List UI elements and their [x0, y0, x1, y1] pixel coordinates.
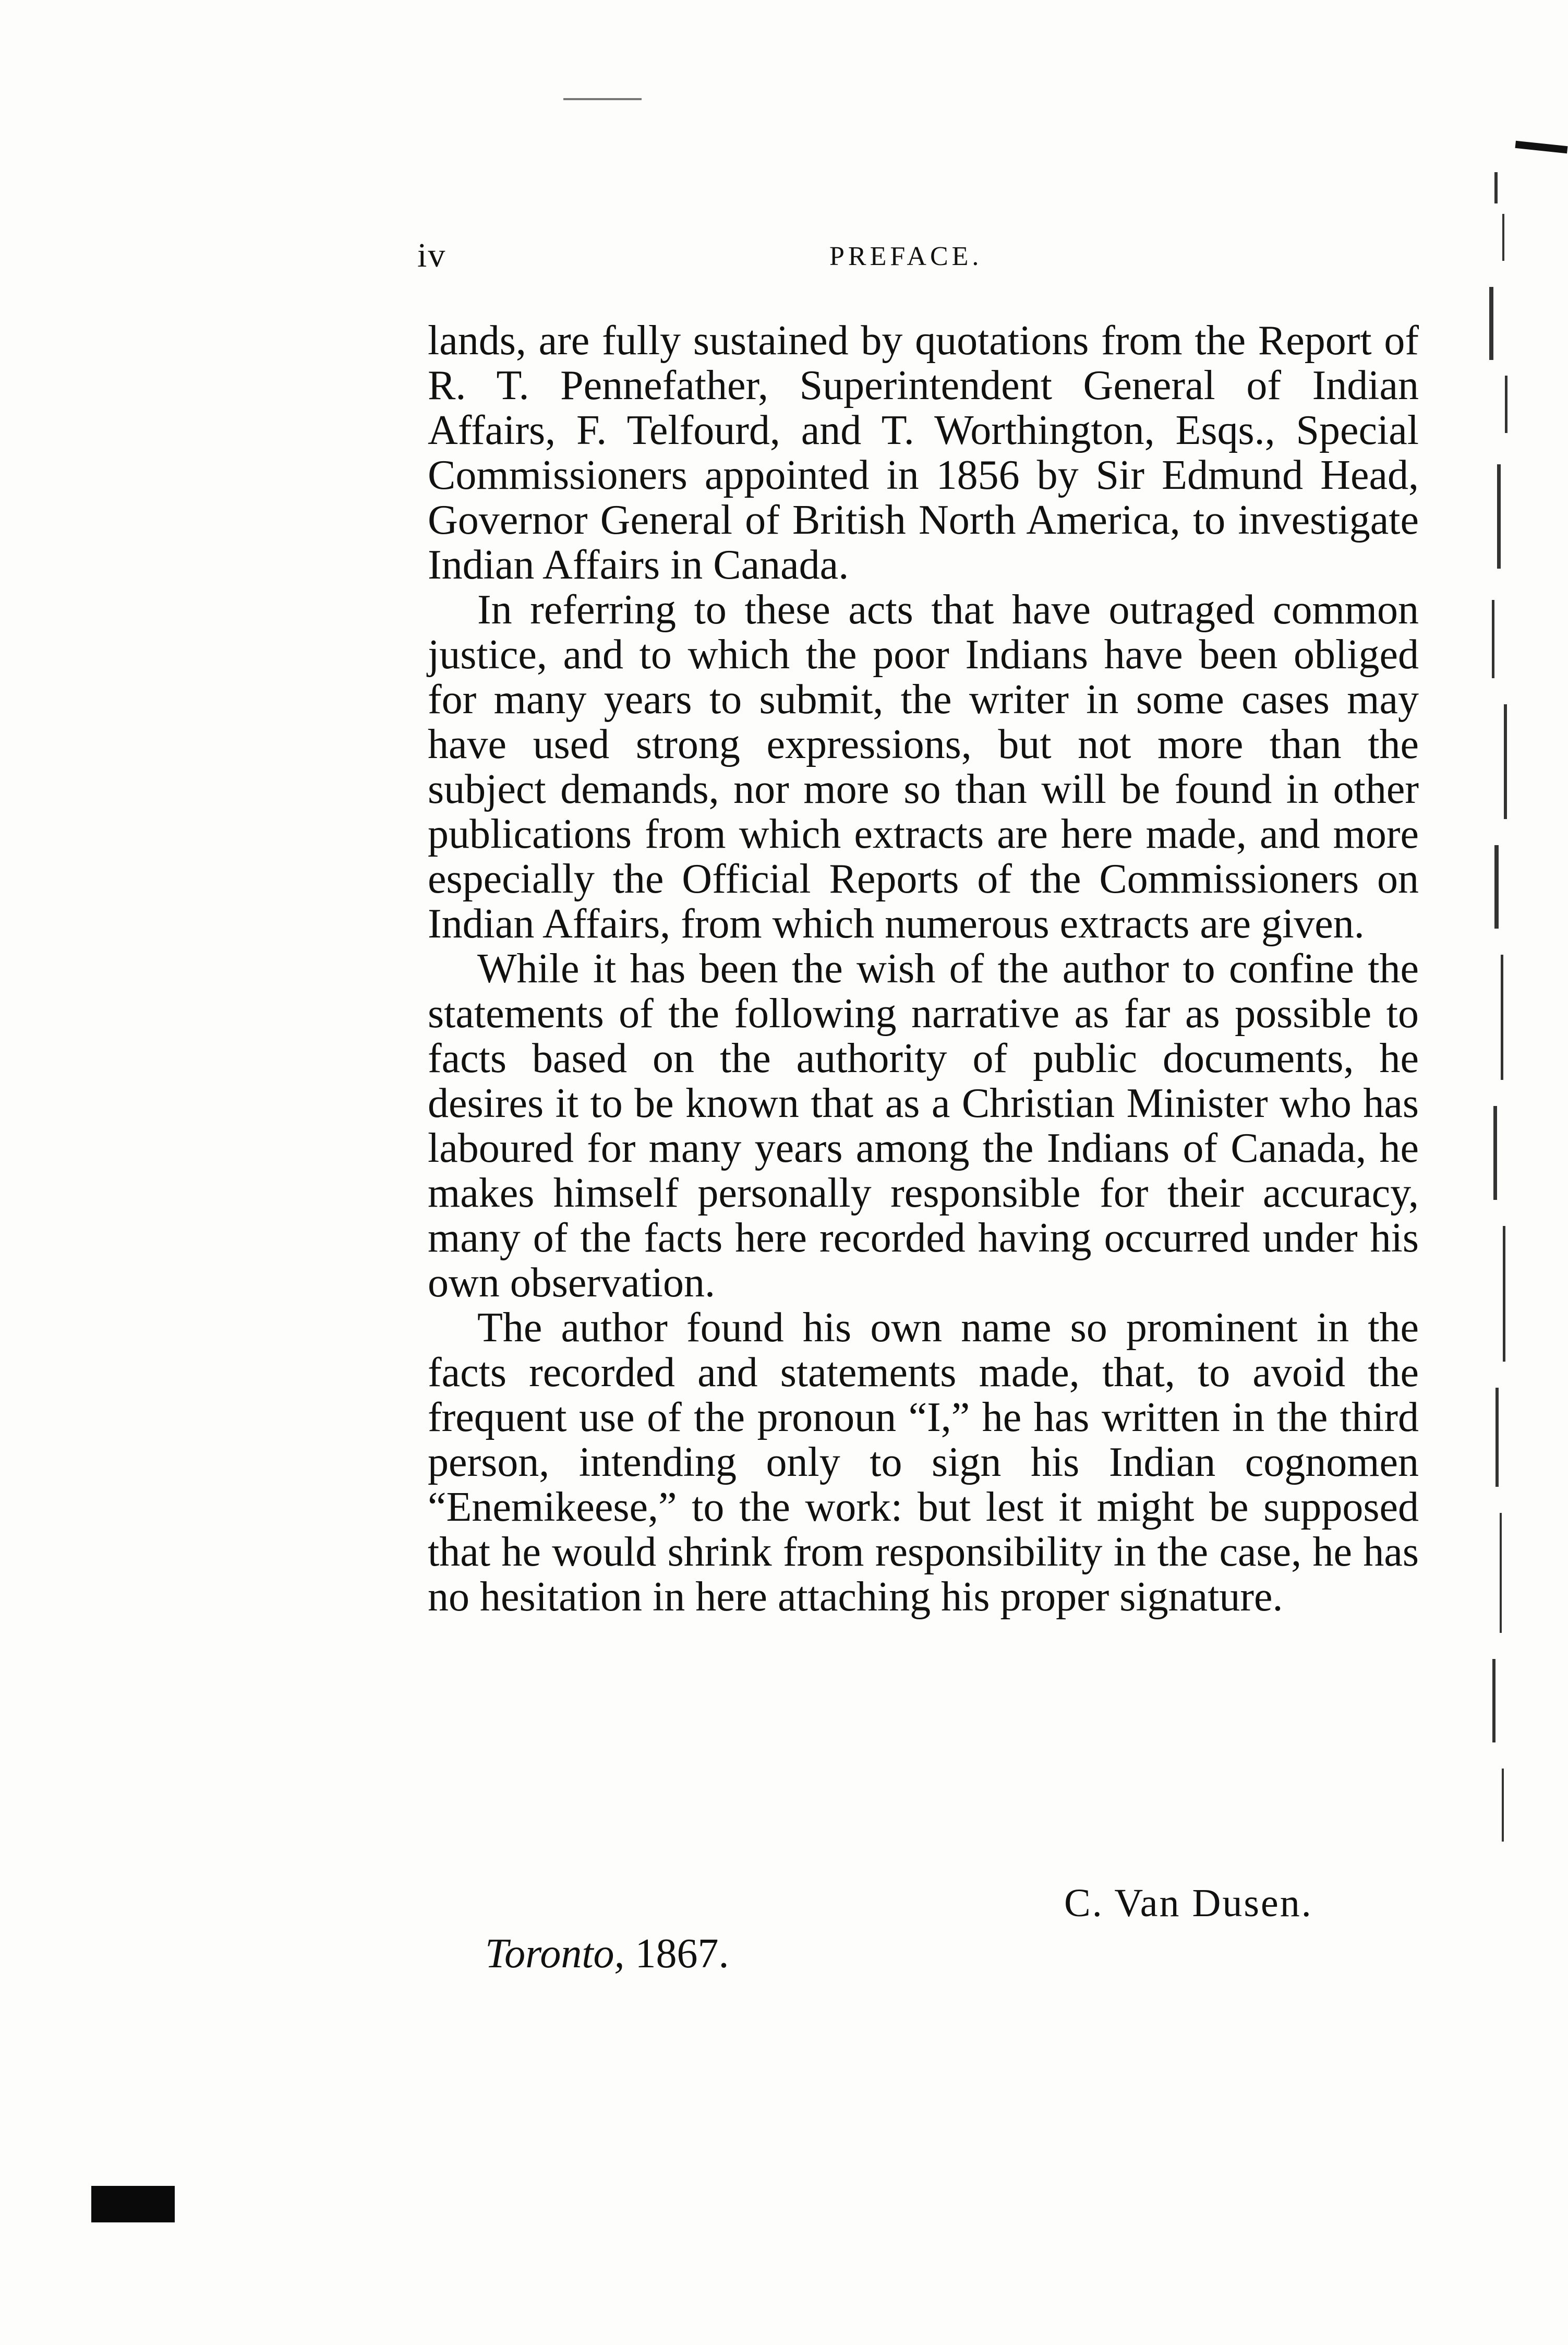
year: 1867. — [635, 1931, 729, 1977]
body-text — [428, 318, 1419, 1619]
place-date — [485, 1930, 729, 1978]
paragraph: While it has been the wish of the author to confine the statements of the following narrative as far as possible to facts based on the authority of public documents, he desires it to be known that as a Christian Minister who has laboured for many years among the Indians of Canada, he makes himself personally responsible for their accuracy, many of the facts here recorded having occurred under his own observation. — [428, 946, 1419, 1306]
place: Toronto, — [485, 1931, 625, 1977]
running-head: PREFACE. — [829, 242, 983, 271]
scan-artifact-dash — [563, 98, 642, 100]
page-number: iv — [417, 236, 447, 274]
author-signature: C. Van Dusen. — [1064, 1881, 1313, 1925]
paragraph-continuation: lands, are fully sustained by quotations from the Report of R. T. Pennefather, Superintendent General of Indian Affairs, F. Telfourd, and T. Worthington, Esqs., Special Commissioners appointed in 1856 by Sir Edmund Head, Governor General of British North America, to investigate Indian Affairs in Canada. — [428, 318, 1419, 588]
scan-artifact-bar — [91, 2186, 175, 2222]
paragraph: The author found his own name so prominent in the facts recorded and statements made, that, to avoid the frequent use of the pronoun “I,” he has written in the third person, intending only to sign his Indian cognomen “Enemikeese,” to the work: but lest it might be supposed that he would shrink from responsibility in the case, he has no hesitation in here attaching his proper signature. — [428, 1305, 1419, 1620]
paragraph: In referring to these acts that have outraged common justice, and to which the poor Indians have been obliged for many years to submit, the writer in some cases may have used strong expressions, but not more than the subject demands, nor more so than will be found in other publications from which extracts are here made, and more especially the Official Reports of the Commissioners on Indian Affairs, from which numerous extracts are given. — [428, 587, 1419, 947]
scan-edge-noise — [1474, 151, 1536, 1873]
